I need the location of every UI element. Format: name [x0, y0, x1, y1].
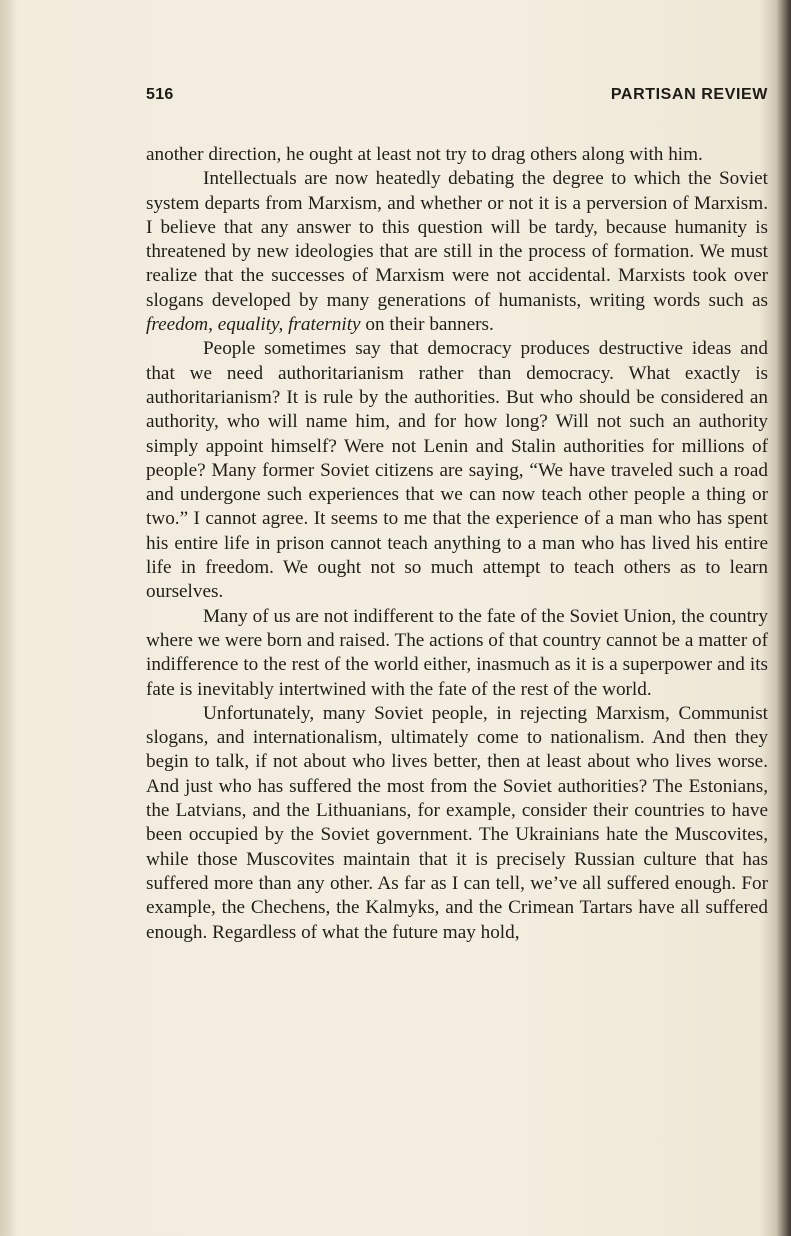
page-number: 516	[146, 86, 174, 103]
paragraph-soviet-union: Many of us are not indifferent to the fate of the Soviet Union, the country where we were born and raised. The actions of that country cannot be a matter of indifference to the rest of the world either, inasmuch as it is a superpower and its fate is inevitably intertwined with the fate of the rest of the world.	[146, 605, 768, 700]
paragraph-text: Intellectuals are now heatedly debating the degree to which the Soviet system departs from Marxism, and whether or not it is a perversion of Marxism. I believe that any answer to this question will be tardy, because humanity is threatened by new ideologies that are still in the process of formation. We must realize that the successes of Marxism were not accidental. Marxists took over slogans developed by many generations of humanists, writing words such as	[146, 168, 768, 311]
italic-phrase: freedom, equality, fraternity	[146, 314, 361, 336]
journal-title: PARTISAN REVIEW	[610, 86, 768, 103]
body-text	[146, 143, 768, 945]
paragraph-text-end: on their banners.	[360, 314, 494, 336]
paragraph-intellectuals	[146, 167, 768, 337]
page-gutter-shadow	[0, 0, 18, 1236]
paragraph-authoritarianism: People sometimes say that democracy produces destructive ideas and that we need authoritarianism rather than democracy. What exactly is authoritarianism? It is rule by the authorities. But who should be considered an authority, who will name him, and for how long? Will not such an authority simply appoint himself? Were not Lenin and Stalin authorities for millions of people? Many former Soviet citizens are saying, “We have traveled such a road and undergone such experiences that we can now teach other people a thing or two.” I cannot agree. It seems to me that the experience of a man who has spent his entire life in prison cannot teach anything to a man who has lived his entire life in freedom. We ought not so much attempt to teach others as to learn ourselves.	[146, 338, 768, 603]
paragraph-nationalism: Unfortunately, many Soviet people, in rejecting Marxism, Communist slogans, and internationalism, ultimately come to nationalism. And then they begin to talk, if not about who lives better, then at least about who lives worse. And just who has suffered the most from the Soviet authorities? The Estonians, the Latvians, and the Lithuanians, for example, consider their countries to have been occupied by the Soviet government. The Ukrainians hate the Muscovites, while those Muscovites maintain that it is precisely Russian culture that has suffered more than any other. As far as I can tell, we’ve all suffered enough. For example, the Chechens, the Kalmyks, and the Crimean Tartars have all suffered enough. Regardless of what the future may hold,	[146, 702, 768, 943]
paragraph-continued: another direction, he ought at least not try to drag others along with him.	[146, 144, 703, 165]
